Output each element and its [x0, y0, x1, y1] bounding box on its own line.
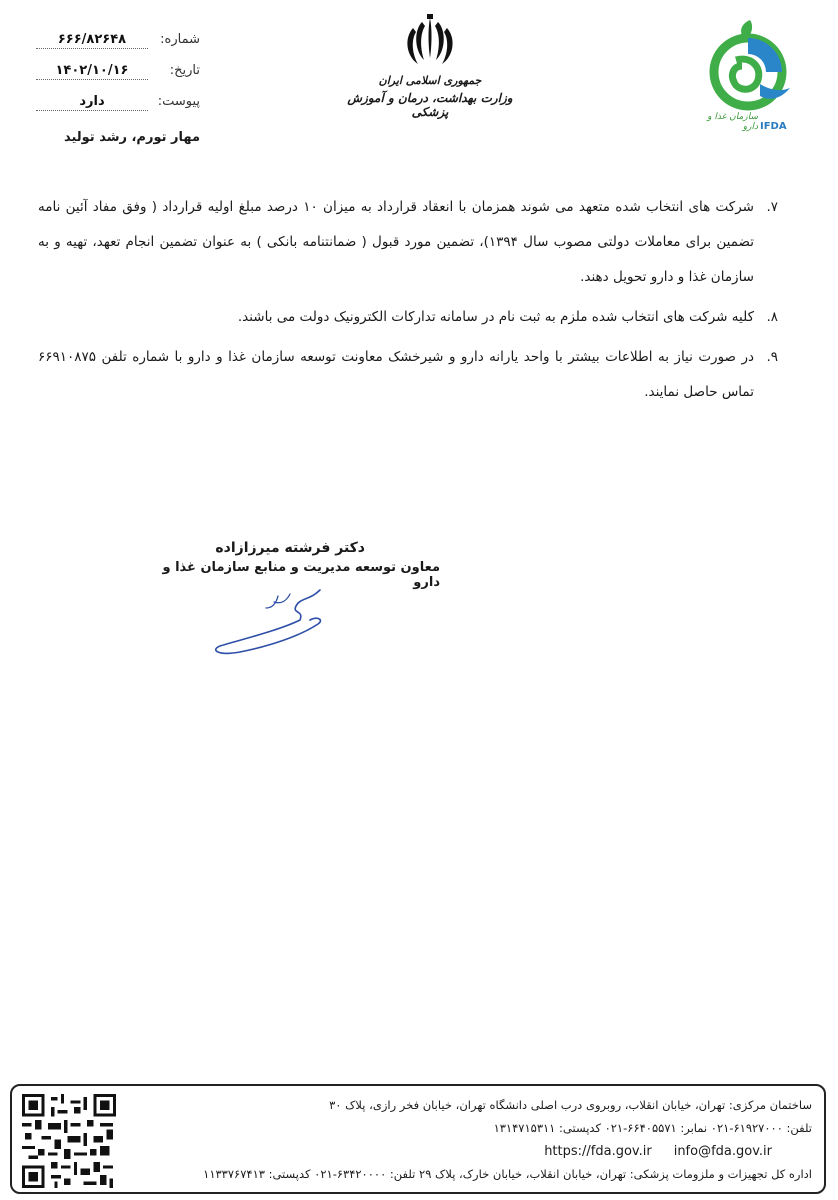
clause-text: کلیه شرکت های انتخاب شده ملزم به ثبت نام در سامانه تدارکات الکترونیک دولت می باشند.	[237, 309, 754, 325]
handwritten-signature	[200, 580, 340, 660]
iran-emblem-icon	[398, 14, 462, 70]
clause-8	[38, 300, 778, 335]
letter-footer	[10, 1084, 826, 1194]
attachment-row	[30, 94, 200, 125]
attachment-value: دارد	[36, 94, 148, 111]
number-label: شماره:	[160, 32, 200, 47]
ifda-logo	[690, 12, 810, 132]
signer-title: معاون توسعه مدیریت و منابع سازمان غذا و دارو	[162, 560, 440, 590]
branch-line: اداره کل تجهیزات و ملزومات پزشکی: تهران، خیابان انقلاب، خیابان خارک، پلاک ۲۹ تلفن: ۶۳۴۲۰۰۰۰-۰۲۱ کدپستی: ۱۱۳۳۷۶۷۴۱۳	[203, 1167, 812, 1181]
date-row	[30, 63, 200, 94]
slogan-stamp: مهار تورم، رشد تولید	[63, 130, 200, 145]
org-abbr: IFDA	[760, 121, 787, 132]
clause-number: ۹.	[766, 349, 778, 365]
date-value: ۱۴۰۲/۱۰/۱۶	[36, 63, 148, 80]
clause-number: ۷.	[766, 199, 778, 215]
number-value: ۶۶۶/۸۲۶۴۸	[36, 32, 148, 49]
contact-line: تلفن: ۶۱۹۲۷۰۰۰-۰۲۱ نمابر: ۶۶۴۰۵۵۷۱-۰۲۱ کدپستی: ۱۳۱۴۷۱۵۳۱۱	[493, 1121, 812, 1135]
letter-meta	[30, 32, 200, 125]
email-link[interactable]: info@fda.gov.ir	[673, 1144, 772, 1159]
ministry-header	[340, 14, 520, 119]
clause-number: ۸.	[766, 309, 778, 325]
website-link[interactable]: https://fda.gov.ir	[544, 1144, 652, 1159]
footer-links	[132, 1140, 812, 1163]
number-row	[30, 32, 200, 63]
org-tagline: سازمان غذا و دارو	[707, 112, 758, 132]
clause-9	[38, 340, 778, 410]
clause-7	[38, 190, 778, 295]
signature-block	[140, 540, 440, 590]
republic-name: جمهوری اسلامی ایران	[378, 74, 482, 87]
letter-body	[38, 190, 778, 415]
clause-text: شرکت های انتخاب شده متعهد می شوند همزمان با انعقاد قرارداد به میزان ۱۰ درصد مبلغ اولیه قرارداد ( وفق مفاد آئین نامه تضمین برای معاملات دولتی مصوب سال ۱۳۹۴)، تضمین مورد قبول ( ضمانتنامه بانکی ) به عنوان تضمین انجام تعهد، تهیه و به سازمان غذا و دارو تحویل دهند.	[38, 199, 754, 285]
date-label: تاریخ:	[169, 63, 200, 78]
ifda-logo-icon	[690, 12, 810, 112]
footer-text	[132, 1094, 812, 1186]
ministry-name: وزارت بهداشت، درمان و آموزش پزشکی	[347, 91, 513, 119]
qr-code-icon	[22, 1094, 116, 1188]
clause-text: در صورت نیاز به اطلاعات بیشتر با واحد یارانه دارو و شیرخشک معاونت توسعه سازمان غذا و دارو با شماره تلفن ۶۶۹۱۰۸۷۵ تماس حاصل نمایند.	[38, 349, 754, 400]
address-line: ساختمان مرکزی: تهران، خیابان انقلاب، روبروی درب اصلی دانشگاه تهران، خیابان فخر رازی، پلاک ۳۰	[329, 1098, 812, 1112]
attachment-label: پیوست:	[157, 94, 200, 109]
signer-name: دکتر فرشته میرزازاده	[215, 540, 365, 556]
